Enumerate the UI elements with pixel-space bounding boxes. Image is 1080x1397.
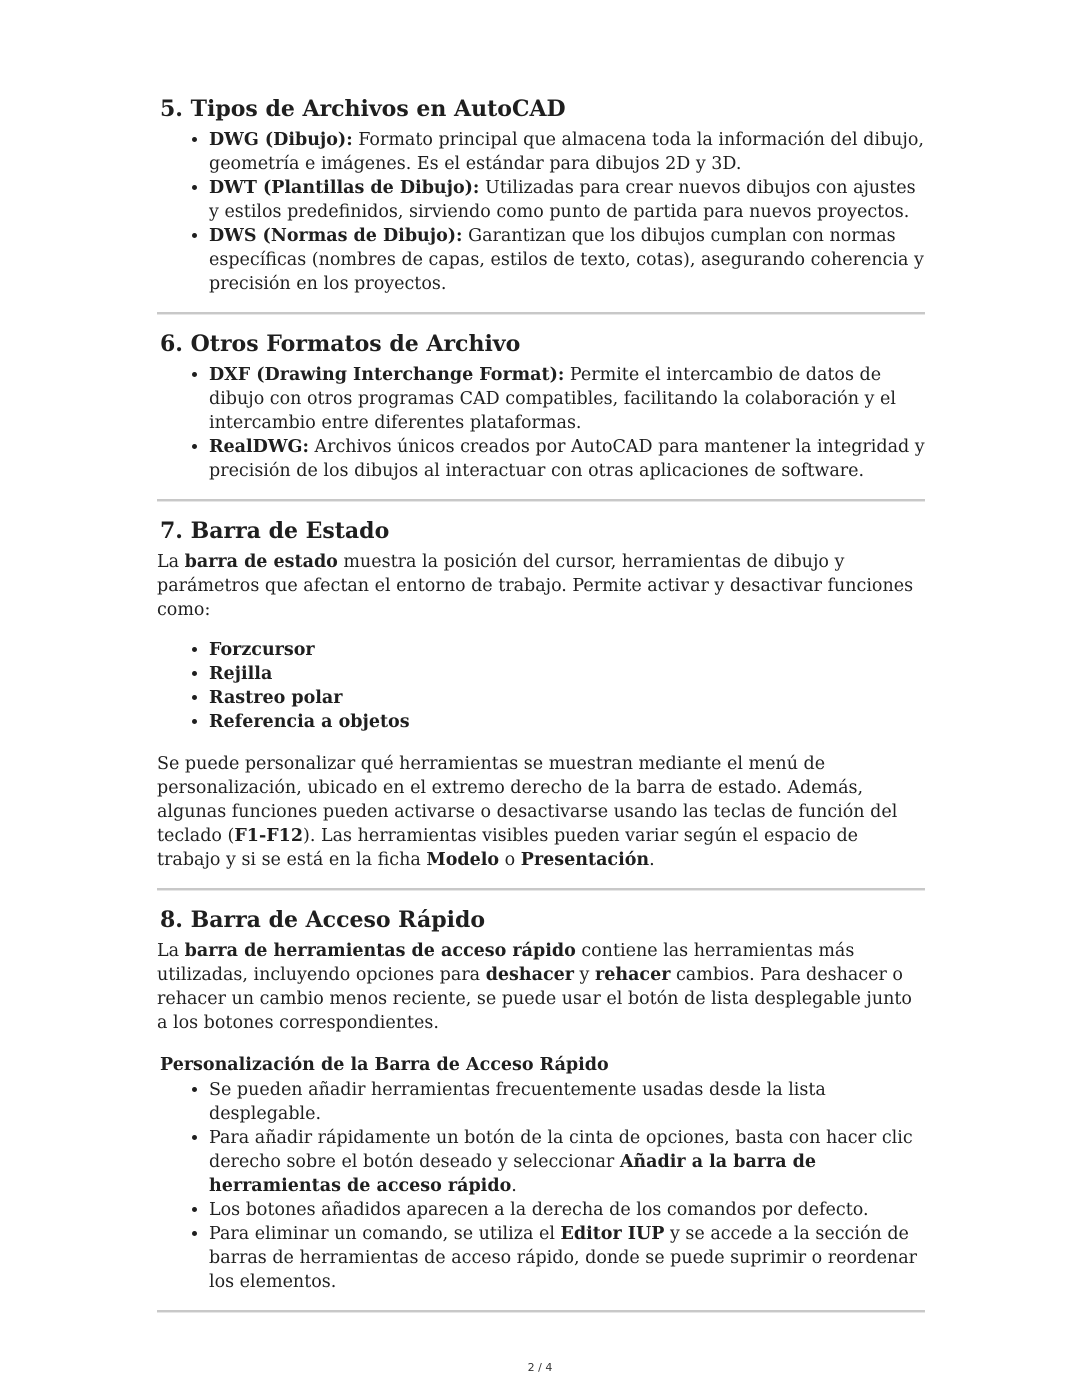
list-item: • DWS (Normas de Dibujo): Garantizan que los dibujos cumplan con normas específicas (nombres de capas, estilos de texto, cotas), asegurando coherencia y precisión en los proyectos. <box>209 224 925 296</box>
bullet-list <box>157 1078 925 1294</box>
paragraph: La barra de estado muestra la posición del cursor, herramientas de dibujo y parámetros que afectan el entorno de trabajo. Permite activar y desactivar funciones como: <box>157 552 914 620</box>
list-item: • RealDWG: Archivos únicos creados por AutoCAD para mantener la integridad y precisión de los dibujos al interactuar con otras aplicaciones de software. <box>209 435 925 483</box>
list-item: • Referencia a objetos <box>209 710 925 734</box>
page-number: 2 / 4 <box>527 1361 553 1374</box>
bullet-list <box>157 128 925 296</box>
section-status-bar <box>157 516 925 872</box>
bullet-list <box>157 363 925 483</box>
section-title: 8. Barra de Acceso Rápido <box>160 907 486 933</box>
list-item: • Rastreo polar <box>209 686 925 710</box>
bullet-list <box>157 638 925 734</box>
list-item: • Se pueden añadir herramientas frecuentemente usadas desde la lista desplegable. <box>209 1078 925 1126</box>
document-page <box>157 94 925 1313</box>
paragraph: La barra de herramientas de acceso rápido contiene las herramientas más utilizadas, incluyendo opciones para deshacer y rehacer cambios. Para deshacer o rehacer un cambio menos reciente, se puede usar el botón de lista desplegable junto a los botones correspondientes. <box>157 941 912 1033</box>
section-title: 5. Tipos de Archivos en AutoCAD <box>160 96 566 122</box>
section-title: 7. Barra de Estado <box>160 518 390 544</box>
list-item: • Para eliminar un comando, se utiliza el Editor IUP y se accede a la sección de barras de herramientas de acceso rápido, donde se puede suprimir o reordenar los elementos. <box>209 1222 925 1294</box>
paragraph: Se puede personalizar qué herramientas se muestran mediante el menú de personalización, ubicado en el extremo derecho de la barra de estado. Además, algunas funciones pueden activarse o desactivarse usando las teclas de función del teclado (F1-F12). Las herramientas visibles pueden variar según el espacio de trabajo y si se está en la ficha Modelo o Presentación. <box>157 754 898 870</box>
list-item: • DWG (Dibujo): Formato principal que almacena toda la información del dibujo, geometría e imágenes. Es el estándar para dibujos 2D y 3D. <box>209 128 925 176</box>
section-other-formats <box>157 329 925 483</box>
list-item: • Los botones añadidos aparecen a la derecha de los comandos por defecto. <box>209 1198 925 1222</box>
list-item: • Forzcursor <box>209 638 925 662</box>
section-title: 6. Otros Formatos de Archivo <box>160 331 521 357</box>
section-quick-access-bar <box>157 905 925 1294</box>
divider <box>157 1310 925 1313</box>
list-item: • Para añadir rápidamente un botón de la cinta de opciones, basta con hacer clic derecho sobre el botón deseado y seleccionar Añadir a la barra de herramientas de acceso rápido. <box>209 1126 925 1198</box>
list-item: • DWT (Plantillas de Dibujo): Utilizadas para crear nuevos dibujos con ajustes y estilos predefinidos, sirviendo como punto de partida para nuevos proyectos. <box>209 176 925 224</box>
list-item: • DXF (Drawing Interchange Format): Permite el intercambio de datos de dibujo con otros programas CAD compatibles, facilitando la colaboración y el intercambio entre diferentes plataformas. <box>209 363 925 435</box>
section-file-types <box>157 94 925 296</box>
subsection-title: Personalización de la Barra de Acceso Rápido <box>160 1055 609 1075</box>
list-item: • Rejilla <box>209 662 925 686</box>
